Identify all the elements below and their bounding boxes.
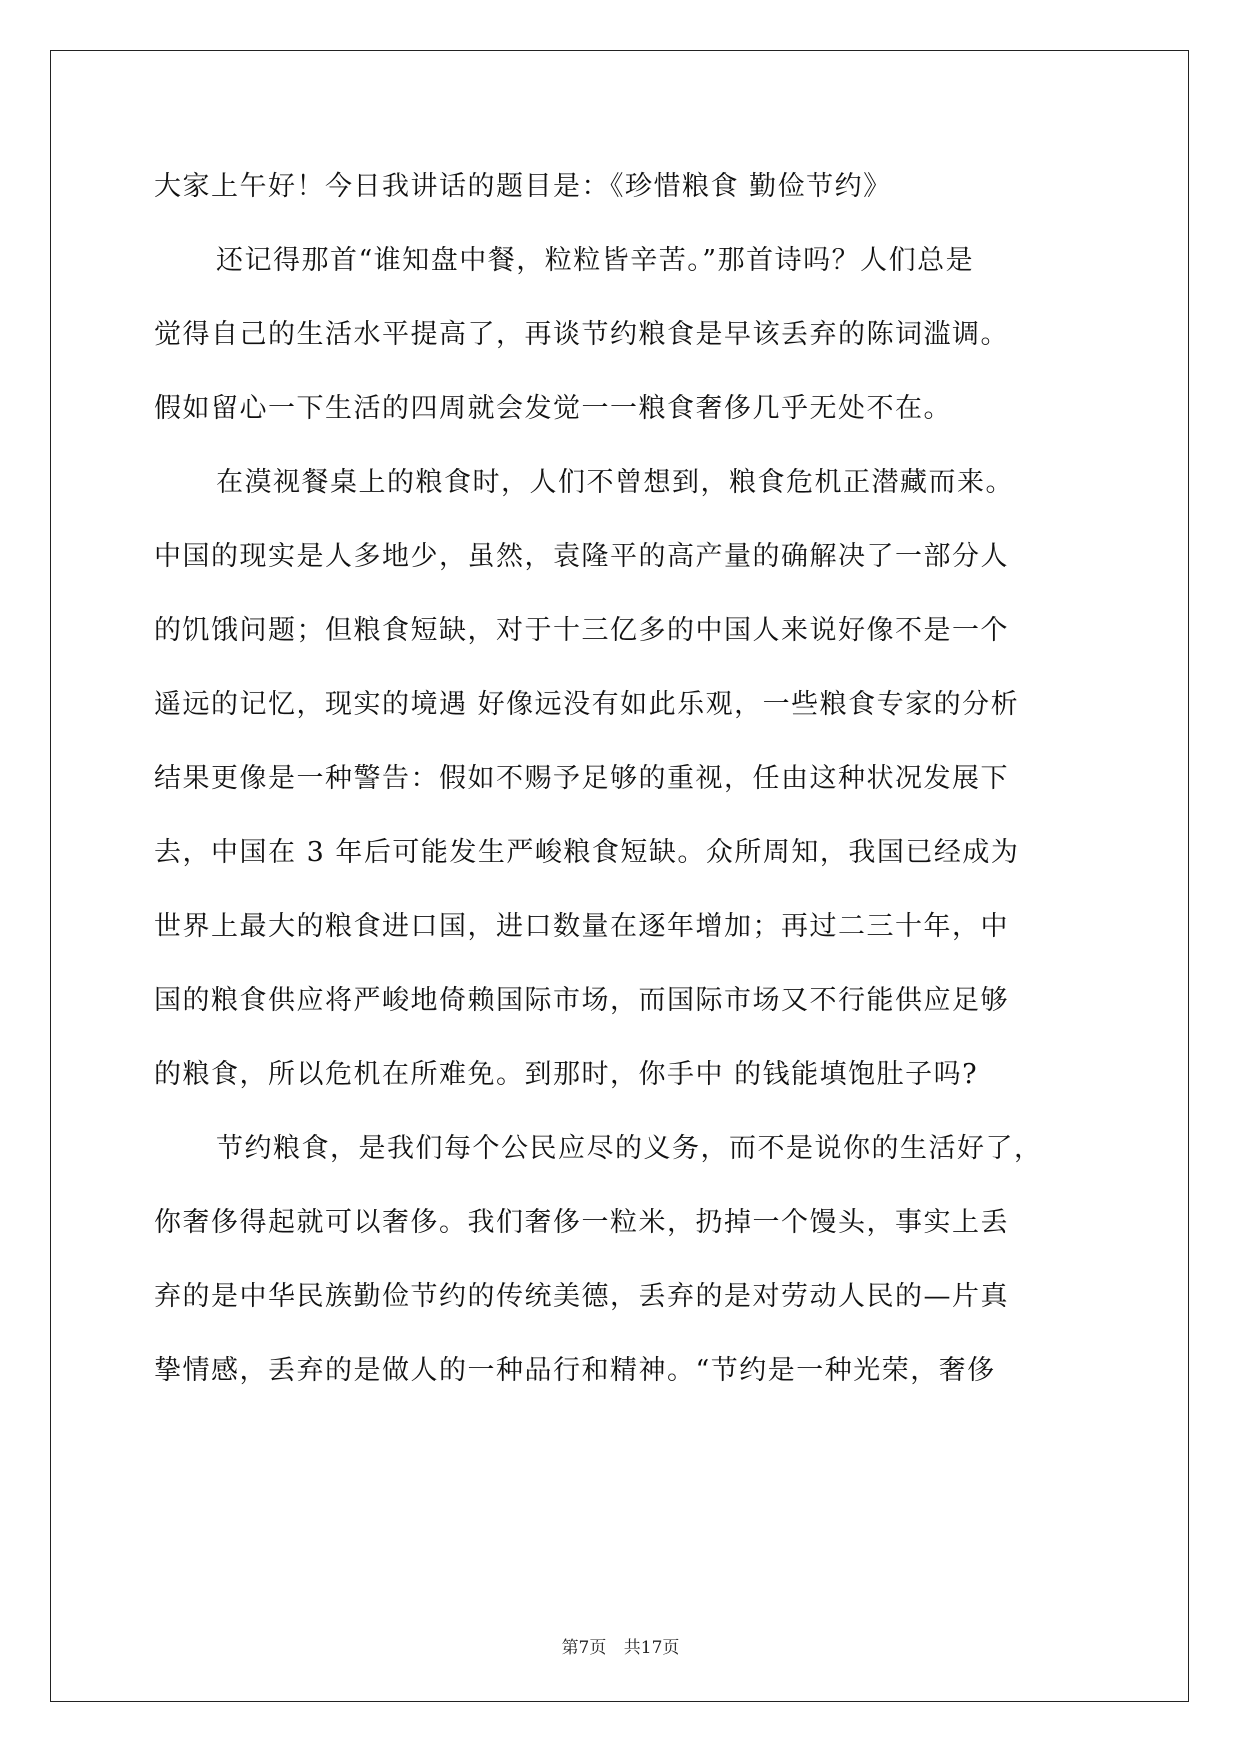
text-line: 还记得那首“谁知盘中餐，粒粒皆辛苦。”那首诗吗？人们总是 bbox=[216, 245, 975, 276]
text-line: 觉得自己的生活水平提高了，再谈节约粮食是早该丢弃的陈词滥调。 bbox=[154, 319, 1009, 350]
text-line: 结果更像是一种警告：假如不赐予足够的重视，任由这种状况发展下 bbox=[154, 763, 1009, 794]
document-body bbox=[154, 150, 1098, 1408]
text-line: 的粮食，所以危机在所难免。到那时，你手中 的钱能填饱肚子吗? bbox=[154, 1059, 979, 1090]
page-footer bbox=[0, 1633, 1241, 1658]
text-line: 节约粮食，是我们每个公民应尽的义务，而不是说你的生活好了， bbox=[216, 1133, 1043, 1164]
page-number: 第7页 bbox=[561, 1638, 607, 1658]
text-line: 挚情感，丢弃的是做人的一种品行和精神。“节约是一种光荣，奢侈 bbox=[154, 1355, 996, 1386]
text-line: 你奢侈得起就可以奢侈。我们奢侈一粒米，扔掉一个馒头，事实上丢 bbox=[154, 1207, 1009, 1238]
text-line: 世界上最大的粮食进口国，进口数量在逐年增加；再过二三十年，中 bbox=[154, 911, 1009, 942]
text-line: 遥远的记忆，现实的境遇 好像远没有如此乐观，一些粮食专家的分析 bbox=[154, 689, 1020, 720]
text-line: 去，中国在 3 年后可能发生严峻粮食短缺。众所周知，我国已经成为 bbox=[154, 837, 1020, 868]
text-line: 国的粮食供应将严峻地倚赖国际市场，而国际市场又不行能供应足够 bbox=[154, 985, 1009, 1016]
text-line: 大家上午好！今日我讲话的题目是：《珍惜粮食 勤俭节约》 bbox=[154, 171, 892, 202]
text-line: 假如留心一下生活的四周就会发觉一一粮食奢侈几乎无处不在。 bbox=[154, 393, 952, 424]
text-line: 的饥饿问题；但粮食短缺，对于十三亿多的中国人来说好像不是一个 bbox=[154, 615, 1009, 646]
page-total: 共17页 bbox=[623, 1638, 680, 1658]
text-line: 弃的是中华民族勤俭节约的传统美德，丢弃的是对劳动人民的—片真 bbox=[154, 1281, 1009, 1312]
text-line: 中国的现实是人多地少，虽然，袁隆平的高产量的确解决了一部分人 bbox=[154, 541, 1009, 572]
text-line: 在漠视餐桌上的粮食时，人们不曾想到，粮食危机正潜藏而来。 bbox=[216, 467, 1014, 498]
